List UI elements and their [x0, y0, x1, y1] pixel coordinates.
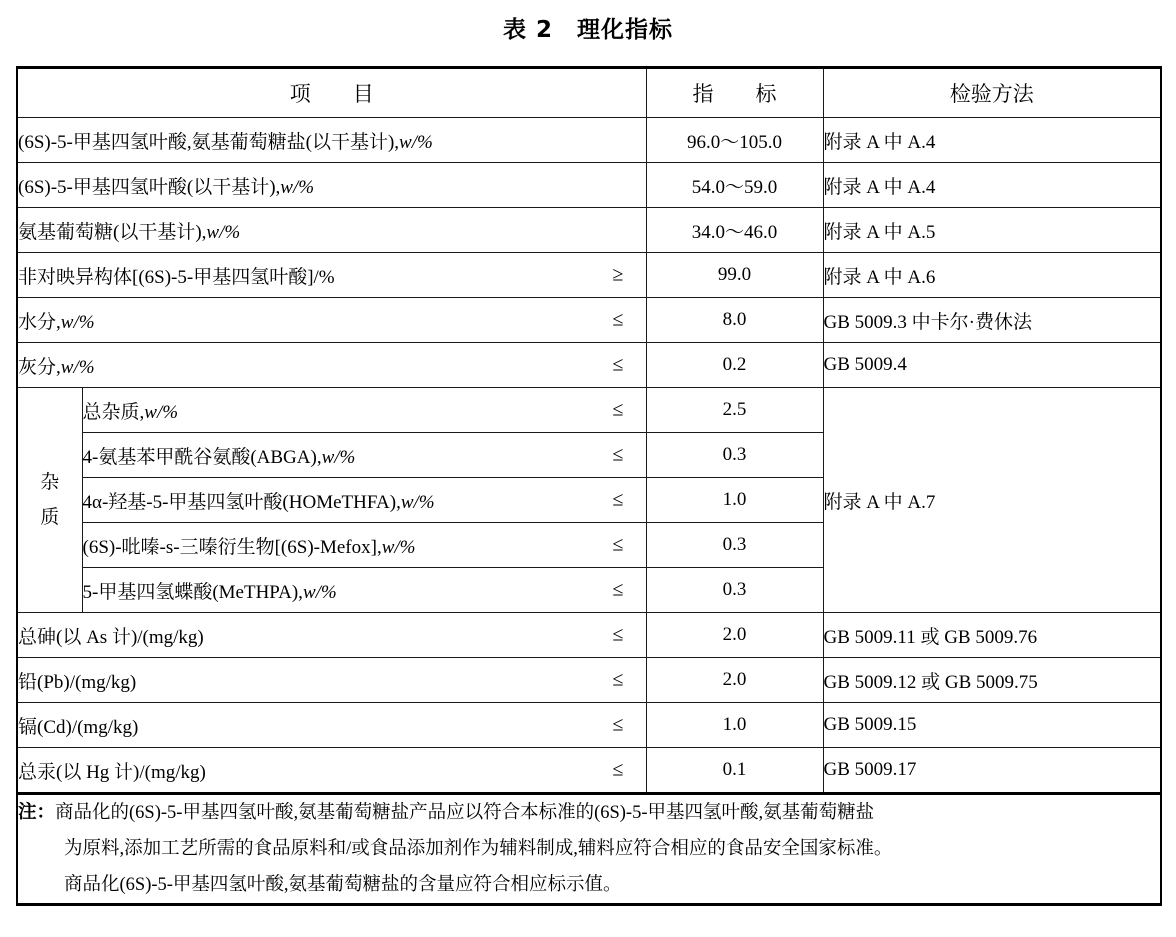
row-item-cell — [17, 163, 646, 208]
row-item-text: 灰分, — [18, 356, 61, 378]
row-item-cell — [17, 343, 646, 388]
row-index-cell: 0.2 — [646, 343, 823, 388]
row-index-cell: 54.0～59.0 — [646, 163, 823, 208]
row-item-cell — [17, 748, 646, 794]
row-operator: ≥ — [612, 263, 624, 286]
row-item-cell — [17, 658, 646, 703]
table-row — [17, 163, 1161, 208]
row-item-unit: w/% — [280, 176, 315, 198]
table-row — [17, 118, 1161, 163]
table-row — [17, 748, 1161, 794]
row-item-text: 5-甲基四氢蝶酸(MeTHPA), — [82, 581, 303, 603]
row-item-text: 总杂质, — [82, 401, 145, 423]
row-index-cell: 34.0～46.0 — [646, 208, 823, 253]
row-operator: ≤ — [612, 488, 624, 511]
row-item-text: 总汞(以 Hg 计)/(mg/kg) — [18, 761, 206, 783]
row-index-cell: 2.5 — [646, 388, 823, 433]
table-footnote-row — [17, 794, 1161, 905]
row-method-cell: GB 5009.3 中卡尔·费休法 — [823, 298, 1161, 343]
row-index-cell: 99.0 — [646, 253, 823, 298]
row-item-text: 铅(Pb)/(mg/kg) — [18, 671, 137, 693]
row-index-cell: 0.3 — [646, 433, 823, 478]
row-operator: ≤ — [612, 713, 624, 736]
row-item-text: (6S)-吡嗪-s-三嗪衍生物[(6S)-Mefox], — [82, 536, 382, 558]
row-index-cell: 2.0 — [646, 658, 823, 703]
header-cell-method: 检验方法 — [823, 68, 1161, 118]
row-item-cell — [82, 568, 646, 613]
header-cell-index: 指 标 — [646, 68, 823, 118]
row-item-cell — [17, 613, 646, 658]
row-item-cell — [82, 433, 646, 478]
table-row — [17, 703, 1161, 748]
row-index-cell: 1.0 — [646, 478, 823, 523]
row-item-unit: w/% — [60, 311, 95, 333]
row-item-unit: w/% — [144, 401, 179, 423]
footnote-text-1: 商品化的(6S)-5-甲基四氢叶酸,氨基葡萄糖盐产品应以符合本标准的(6S)-5-甲基四氢叶酸,氨基葡萄糖盐 — [55, 803, 875, 823]
row-item-cell — [17, 253, 646, 298]
impurity-label-char-1: 杂 — [40, 470, 60, 493]
table-row — [17, 658, 1161, 703]
row-item-text: 镉(Cd)/(mg/kg) — [18, 716, 139, 738]
row-method-cell: GB 5009.17 — [823, 748, 1161, 794]
row-item-cell — [17, 703, 646, 748]
footnote-line-2 — [18, 831, 1160, 867]
row-operator: ≤ — [612, 533, 624, 556]
row-item-cell — [82, 523, 646, 568]
impurity-group-method-cell: 附录 A 中 A.7 — [823, 388, 1161, 613]
table-row — [17, 298, 1161, 343]
row-index-cell: 96.0～105.0 — [646, 118, 823, 163]
footnote-label: 注： — [18, 802, 56, 823]
row-item-cell — [17, 118, 646, 163]
table-row — [17, 208, 1161, 253]
row-operator: ≤ — [612, 578, 624, 601]
row-index-cell: 0.3 — [646, 523, 823, 568]
row-item-unit: w/% — [60, 356, 95, 378]
row-method-cell: 附录 A 中 A.4 — [823, 118, 1161, 163]
row-item-text: 水分, — [18, 311, 61, 333]
row-item-text: (6S)-5-甲基四氢叶酸,氨基葡萄糖盐(以干基计), — [18, 131, 400, 153]
row-operator: ≤ — [612, 398, 624, 421]
row-item-text: 4α-羟基-5-甲基四氢叶酸(HOMeTHFA), — [82, 491, 401, 513]
table-header-row — [17, 68, 1161, 118]
row-method-cell: GB 5009.15 — [823, 703, 1161, 748]
row-index-cell: 1.0 — [646, 703, 823, 748]
row-item-unit: w/% — [400, 491, 435, 513]
row-operator: ≤ — [612, 668, 624, 691]
table-row-impurity — [17, 388, 1161, 433]
row-index-cell: 2.0 — [646, 613, 823, 658]
table-row — [17, 343, 1161, 388]
impurity-group-label — [17, 388, 82, 613]
spec-table-container — [16, 66, 1160, 906]
row-method-cell: GB 5009.12 或 GB 5009.75 — [823, 658, 1161, 703]
page-title: 表 2 理化指标 — [502, 17, 673, 43]
row-item-text: 4-氨基苯甲酰谷氨酸(ABGA), — [82, 446, 322, 468]
row-index-cell: 0.3 — [646, 568, 823, 613]
table-row — [17, 253, 1161, 298]
row-index-cell: 0.1 — [646, 748, 823, 794]
row-item-unit: w/% — [206, 221, 241, 243]
row-item-text: 总砷(以 As 计)/(mg/kg) — [18, 626, 204, 648]
header-cell-item: 项 目 — [17, 68, 646, 118]
row-method-cell: GB 5009.11 或 GB 5009.76 — [823, 613, 1161, 658]
row-index-cell: 8.0 — [646, 298, 823, 343]
impurity-label-char-2: 质 — [40, 506, 60, 528]
row-item-cell — [82, 478, 646, 523]
row-operator: ≤ — [612, 443, 624, 466]
footnote-text-3: 商品化(6S)-5-甲基四氢叶酸,氨基葡萄糖盐的含量应符合相应标示值。 — [64, 875, 622, 896]
row-operator: ≤ — [612, 353, 624, 376]
footnote-text-2: 为原料,添加工艺所需的食品原料和/或食品添加剂作为辅料制成,辅料应符合相应的食品安全国家标准。 — [64, 839, 893, 860]
footnote-line-1 — [18, 795, 1160, 831]
row-operator: ≤ — [612, 758, 624, 781]
row-method-cell: 附录 A 中 A.4 — [823, 163, 1161, 208]
row-item-text: 非对映异构体[(6S)-5-甲基四氢叶酸]/% — [18, 266, 335, 288]
row-method-cell: 附录 A 中 A.6 — [823, 253, 1161, 298]
row-item-cell — [17, 208, 646, 253]
row-operator: ≤ — [612, 308, 624, 331]
row-item-unit: w/% — [302, 581, 337, 603]
row-method-cell: GB 5009.4 — [823, 343, 1161, 388]
row-item-unit: w/% — [321, 446, 356, 468]
row-item-text: (6S)-5-甲基四氢叶酸(以干基计), — [18, 176, 281, 198]
footnote-line-3 — [18, 867, 1160, 903]
row-operator: ≤ — [612, 623, 624, 646]
row-method-cell: 附录 A 中 A.5 — [823, 208, 1161, 253]
row-item-cell — [17, 298, 646, 343]
footnote-cell — [17, 794, 1161, 905]
row-item-cell — [82, 388, 646, 433]
table-row — [17, 613, 1161, 658]
physicochemical-index-table — [16, 66, 1162, 906]
row-item-text: 氨基葡萄糖(以干基计), — [18, 221, 207, 243]
row-item-unit: w/% — [399, 131, 433, 153]
row-item-unit: w/% — [381, 536, 416, 558]
